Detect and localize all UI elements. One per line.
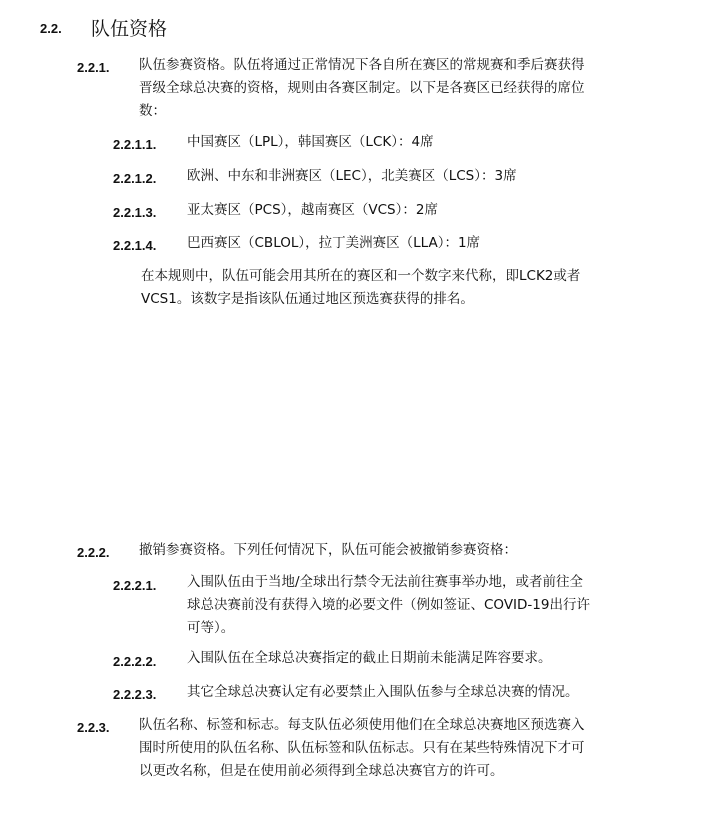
clause-number-2-2-2: 2.2.2. <box>77 545 110 560</box>
clause-number-2-2-3: 2.2.3. <box>77 720 110 735</box>
note-paragraph <box>141 265 641 311</box>
text-line: 围时所使用的队伍名称、队伍标签和队伍标志。只有在某些特殊情况下才可 <box>139 740 585 756</box>
subitem-text-2-2-1-4: 巴西赛区（CBLOL），拉丁美洲赛区（LLA）：1席 <box>187 235 481 251</box>
subitem-text-2-2-2-2: 入围队伍在全球总决赛指定的截止日期前未能满足阵容要求。 <box>187 650 552 666</box>
subitem-number-2-2-1-4: 2.2.1.4. <box>113 238 157 253</box>
text-line: VCS1。该数字是指该队伍通过地区预选赛获得的排名。 <box>141 291 474 307</box>
text-line: 队伍名称、标签和标志。每支队伍必须使用他们在全球总决赛地区预选赛入 <box>139 717 585 733</box>
subitem-text-2-2-1-2: 欧洲、中东和非洲赛区（LEC），北美赛区（LCS）：3席 <box>187 168 517 184</box>
clause-text-2-2-1 <box>139 54 639 123</box>
subitem-number-2-2-1-3: 2.2.1.3. <box>113 205 157 220</box>
text-line: 晋级全球总决赛的资格，规则由各赛区制定。以下是各赛区已经获得的席位 <box>139 80 585 96</box>
text-line: 以更改名称，但是在使用前必须得到全球总决赛官方的许可。 <box>139 763 504 779</box>
subitem-number-2-2-2-1: 2.2.2.1. <box>113 578 157 593</box>
subitem-number-2-2-1-2: 2.2.1.2. <box>113 171 157 186</box>
clause-text-2-2-3 <box>139 714 639 783</box>
text-line: 在本规则中，队伍可能会用其所在的赛区和一个数字来代称，即LCK2或者 <box>141 268 581 284</box>
section-title: 队伍资格 <box>91 18 168 40</box>
text-line: 可等）。 <box>187 620 235 636</box>
subitem-text-2-2-1-3: 亚太赛区（PCS），越南赛区（VCS）：2席 <box>187 202 438 218</box>
text-line: 数： <box>139 103 166 119</box>
subitem-text-2-2-2-1 <box>187 571 647 640</box>
text-line: 队伍参赛资格。队伍将通过正常情况下各自所在赛区的常规赛和季后赛获得 <box>139 57 585 73</box>
subitem-text-2-2-2-3: 其它全球总决赛认定有必要禁止入围队伍参与全球总决赛的情况。 <box>187 684 579 700</box>
subitem-text-2-2-1-1: 中国赛区（LPL），韩国赛区（LCK）：4席 <box>187 134 434 150</box>
text-line: 入围队伍由于当地/全球出行禁令无法前往赛事举办地，或者前往全 <box>187 574 584 590</box>
subitem-number-2-2-2-2: 2.2.2.2. <box>113 654 157 669</box>
subitem-number-2-2-2-3: 2.2.2.3. <box>113 687 157 702</box>
section-number: 2.2. <box>40 21 62 36</box>
clause-number-2-2-1: 2.2.1. <box>77 60 110 75</box>
subitem-number-2-2-1-1: 2.2.1.1. <box>113 137 157 152</box>
text-line: 球总决赛前没有获得入境的必要文件（例如签证、COVID-19出行许 <box>187 597 590 613</box>
clause-text-2-2-2: 撤销参赛资格。下列任何情况下，队伍可能会被撤销参赛资格： <box>139 542 517 558</box>
